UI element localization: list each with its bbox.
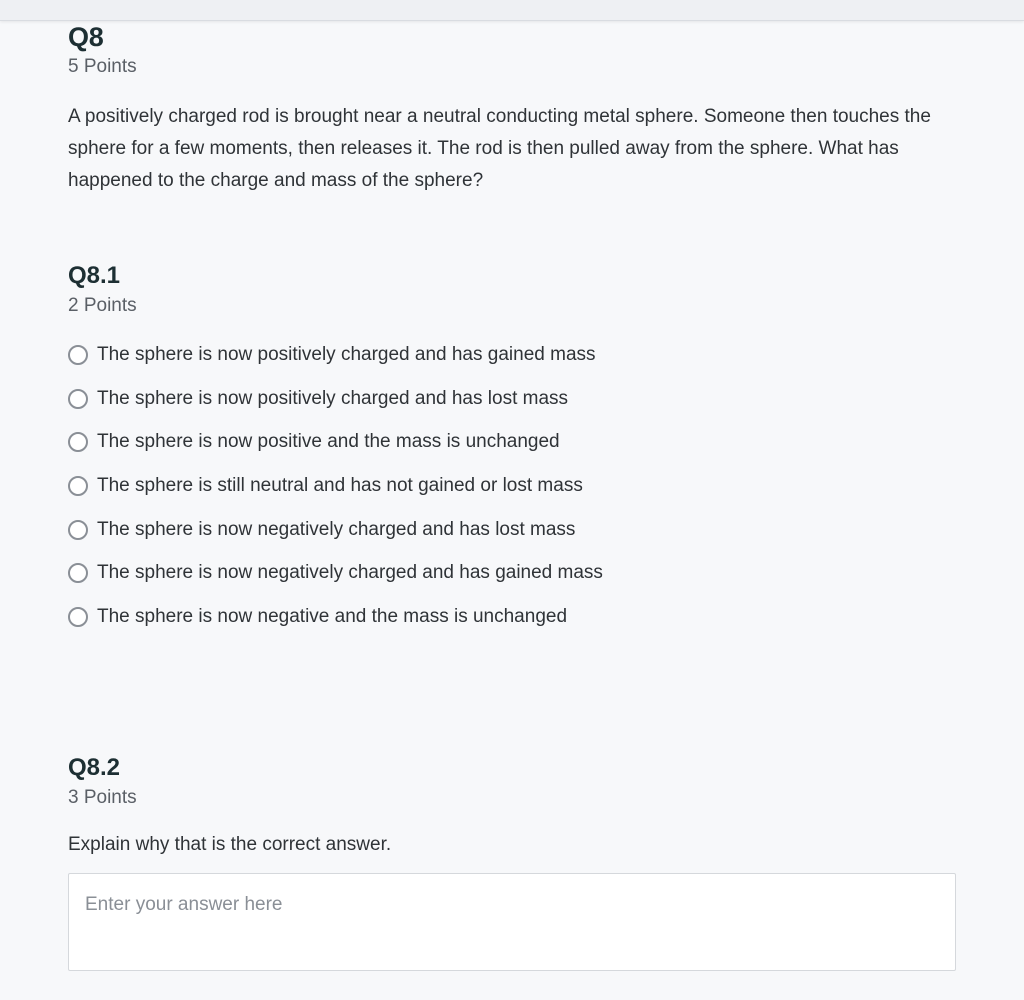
subquestion-points-q8-1: 2 Points	[68, 295, 137, 316]
radio-button[interactable]	[68, 345, 88, 365]
answer-textarea[interactable]	[68, 873, 956, 971]
answer-option[interactable]	[68, 551, 948, 595]
answer-option[interactable]	[68, 464, 948, 508]
question-title: Q8	[68, 22, 104, 52]
subquestion-title-q8-2: Q8.2	[68, 754, 121, 781]
option-label: The sphere is still neutral and has not gained or lost mass	[97, 474, 583, 496]
subquestion-title-q8-1: Q8.1	[68, 262, 121, 289]
answer-options	[68, 333, 948, 639]
answer-option[interactable]	[68, 420, 948, 464]
answer-option[interactable]	[68, 595, 948, 639]
option-label: The sphere is now negatively charged and has gained mass	[97, 562, 603, 584]
answer-option[interactable]	[68, 333, 948, 377]
radio-button[interactable]	[68, 432, 88, 452]
radio-button[interactable]	[68, 520, 88, 540]
radio-button[interactable]	[68, 476, 88, 496]
explain-prompt: Explain why that is the correct answer.	[68, 834, 392, 855]
option-label: The sphere is now negative and the mass is unchanged	[97, 605, 568, 627]
radio-button[interactable]	[68, 607, 88, 627]
question-text: A positively charged rod is brought near a neutral conducting metal sphere. Someone then touches the sphere for a few moments, then releases it. The rod is then pulled away from the sphere. What has happened to the charge and mass of the sphere?	[68, 106, 931, 191]
option-label: The sphere is now positively charged and has lost mass	[97, 387, 569, 409]
option-label: The sphere is now positive and the mass is unchanged	[97, 431, 560, 453]
top-bar	[0, 0, 1024, 21]
option-label: The sphere is now negatively charged and has lost mass	[97, 518, 576, 540]
answer-option[interactable]	[68, 377, 948, 421]
radio-button[interactable]	[68, 389, 88, 409]
radio-button[interactable]	[68, 563, 88, 583]
subquestion-points-q8-2: 3 Points	[68, 787, 137, 808]
option-label: The sphere is now positively charged and has gained mass	[97, 343, 596, 365]
question-points: 5 Points	[68, 56, 137, 77]
answer-option[interactable]	[68, 508, 948, 552]
